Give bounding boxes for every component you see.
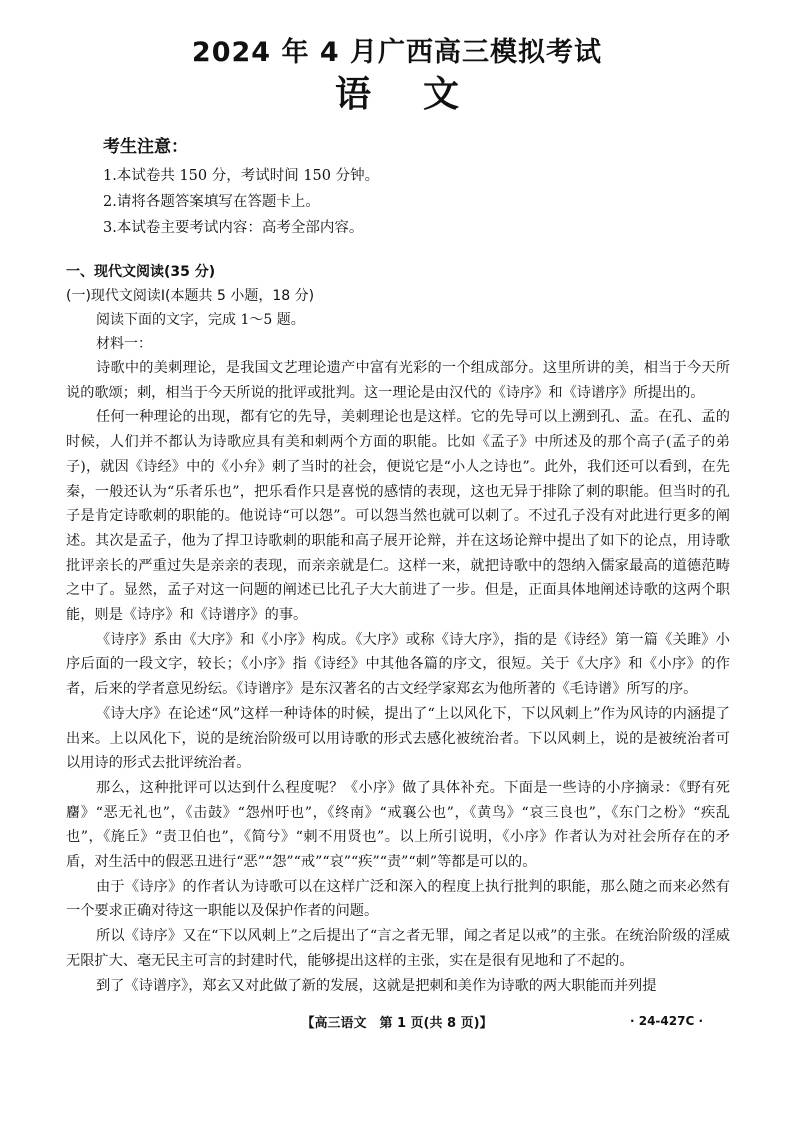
paper-code: · 24-427C · [630, 1014, 704, 1028]
material-label: 材料一： [96, 336, 152, 352]
section-heading: 一、现代文阅读(35 分) [66, 264, 216, 280]
exam-title: 2024 年 4 月广西高三模拟考试 [191, 37, 603, 68]
paragraph: 《诗大序》在论述“风”这样一种诗体的时候，提出了“上以风化下，下以风刺上”作为风诗的内涵提了出来。上以风化下，说的是统治阶级可以用诗歌的形式去感化被统治者。下以风刺上，说的是被统治者可以用诗的形式去批评统治者。 [66, 705, 730, 772]
page-footer: 【高三语文 第 1 页(共 8 页)】 [301, 1016, 493, 1031]
reading-instruction: 阅读下面的文字，完成 1～5 题。 [96, 312, 305, 328]
notice-item: 1.本试卷共 150 分，考试时间 150 分钟。 [103, 168, 380, 184]
paragraph: 到了《诗谱序》，郑玄又对此做了新的发展，这就是把刺和美作为诗歌的两大职能而并列提 [96, 977, 657, 994]
subject-title: 语文 [334, 74, 511, 115]
paragraph: 所以《诗序》又在“下以风刺上”之后提出了“言之者无罪，闻之者足以戒”的主张。在统治阶级的淫威无限扩大、毫无民主可言的封建时代，能够提出这样的主张，实在是很有见地和了不起的。 [66, 928, 730, 969]
paragraph: 《诗序》系由《大序》和《小序》构成。《大序》或称《诗大序》，指的是《诗经》第一篇《关雎》小序后面的一段文字，较长；《小序》指《诗经》中其他各篇的序文，很短。关于《大序》和《小序》的作者，后来的学者意见纷纭。《诗谱序》是东汉著名的古文经学家郑玄为他所著的《毛诗谱》所写的序。 [66, 631, 730, 698]
paragraph: 由于《诗序》的作者认为诗歌可以在这样广泛和深入的程度上执行批判的职能，那么随之而来必然有一个要求正确对待这一职能以及保护作者的问题。 [66, 878, 730, 920]
reading-section [66, 260, 730, 998]
notice-item: 3.本试卷主要考试内容：高考全部内容。 [103, 220, 364, 236]
candidate-notice [103, 132, 723, 241]
paragraph: 诗歌中的美刺理论，是我国文艺理论遗产中富有光彩的一个组成部分。这里所讲的美，相当于今天所说的歌颂；刺，相当于今天所说的批评或批判。这一理论是由汉代的《诗序》和《诗谱序》所提出的。 [66, 360, 730, 401]
notice-item: 2.请将各题答案填写在答题卡上。 [103, 194, 320, 210]
subsection-heading: (一)现代文阅读Ⅰ(本题共 5 小题，18 分) [66, 288, 315, 304]
notice-title: 考生注意： [103, 137, 188, 157]
paragraph: 那么，这种批评可以达到什么程度呢？《小序》做了具体补充。下面是一些诗的小序摘录：《野有死麕》“恶无礼也”，《击鼓》“怨州吁也”，《终南》“戒襄公也”，《黄鸟》“哀三良也”，《东门之枌》“疾乱也”，《旄丘》“责卫伯也”，《简兮》“刺不用贤也”。以上所引说明，《小序》作者认为对社会所存在的矛盾，对生活中的假恶丑进行“恶”“怨”“戒”“哀”“疾”“责”“刺”等都是可以的。 [66, 779, 730, 871]
paragraph: 任何一种理论的出现，都有它的先导，美刺理论也是这样。它的先导可以上溯到孔、孟。在孔、孟的时候，人们并不都认为诗歌应具有美和刺两个方面的职能。比如《孟子》中所述及的那个高子(孟子的弟子)，就因《诗经》中的《小弁》刺了当时的社会，便说它是“小人之诗也”。此外，我们还可以看到，在先秦，一般还认为“乐者乐也”，把乐看作只是喜悦的感情的表现，这也无异于排除了刺的职能。但当时的孔子是肯定诗歌刺的职能的。他说诗“可以怨”。可以怨当然也就可以刺了。不过孔子没有对此进行更多的阐述。其次是孟子，他为了捍卫诗歌刺的职能和高子展开论辩，并在这场论辩中提出了如下的论点，用诗歌批评亲长的严重过失是亲亲的表现，而亲亲就是仁。这样一来，就把诗歌中的怨纳入儒家最高的道德范畴之中了。显然，孟子对这一问题的阐述已比孔子大大前进了一步。但是，正面具体地阐述诗歌的这两个职能，则是《诗序》和《诗谱序》的事。 [66, 409, 730, 624]
